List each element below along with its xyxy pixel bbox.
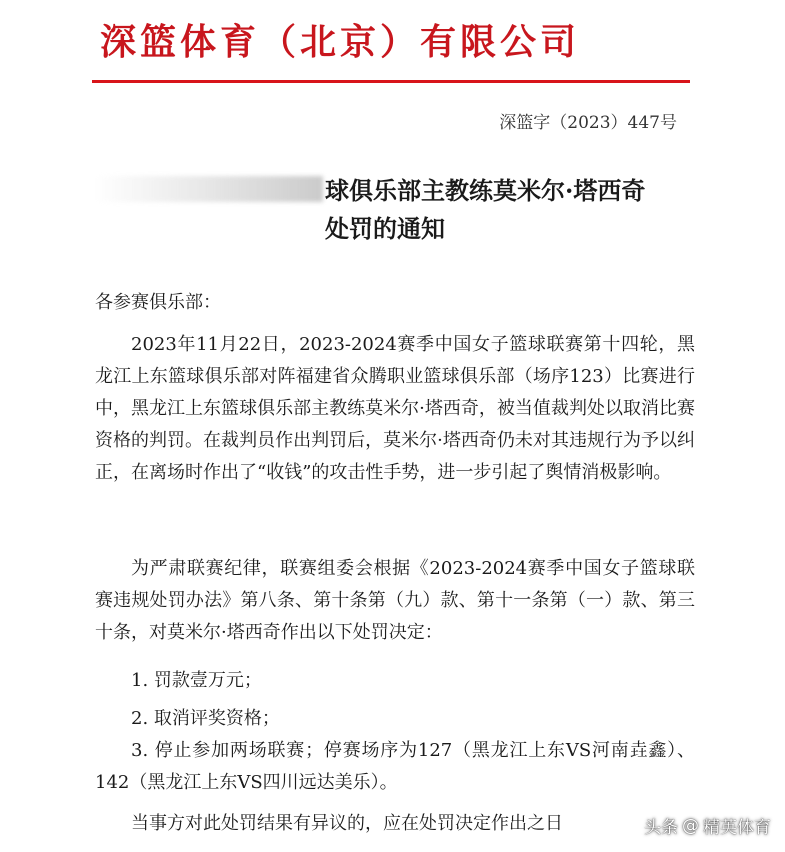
letterhead-red-rule	[92, 80, 690, 83]
at-icon: @	[682, 815, 699, 836]
notice-title-line2: 处罚的通知	[325, 214, 445, 243]
watermark-platform: 头条	[644, 818, 678, 838]
body-paragraph-1: 2023年11月22日，2023-2024赛季中国女子篮球联赛第十四轮，黑龙江上东篮球俱乐部对阵福建省众腾职业篮球俱乐部（场序123）比赛进行中，黑龙江上东篮球俱乐部主教练莫米尔·塔西奇，被当值裁判处以取消比赛资格的判罚。在裁判员作出判罚后，莫米尔·塔西奇仍未对其违规行为予以纠正，在离场时作出了“收钱”的攻击性手势，进一步引起了舆情消极影响。	[95, 334, 695, 483]
notice-title	[325, 172, 645, 248]
body-paragraph-2: 为严肃联赛纪律，联赛组委会根据《2023-2024赛季中国女子篮球联赛违规处罚办法》第八条、第十条第（九）款、第十一条第（一）款、第三十条，对莫米尔·塔西奇作出以下处罚决定：	[95, 558, 695, 643]
redacted-blur	[95, 176, 323, 202]
body-paragraph-last: 当事方对此处罚结果有异议的，应在处罚决定作出之日	[131, 813, 563, 834]
penalty-item-3: 3. 停止参加两场联赛；停赛场序为127（黑龙江上东VS河南垚鑫）、142（黑龙江上东VS四川远达美乐）。	[95, 740, 695, 793]
letterhead-company-name: 深篮体育（北京）有限公司	[100, 21, 581, 63]
notice-title-line1: 球俱乐部主教练莫米尔·塔西奇	[325, 176, 646, 205]
addressee: 各参赛俱乐部：	[95, 292, 221, 313]
watermark-account: 精英体育	[703, 818, 771, 838]
document-number: 深篮字（2023）447号	[499, 113, 677, 133]
penalty-item-2: 2. 取消评奖资格；	[131, 708, 280, 729]
penalty-item-1: 1. 罚款壹万元；	[131, 670, 262, 691]
toutiao-watermark	[644, 813, 771, 838]
